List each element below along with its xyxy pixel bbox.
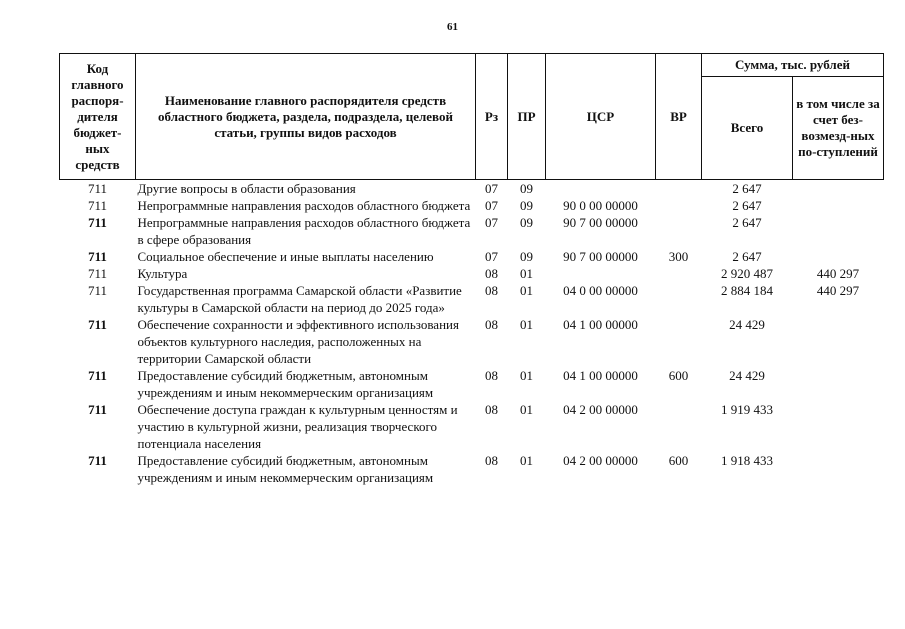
cell-total: 1 919 433 (721, 402, 773, 417)
cell-pr: 09 (520, 181, 533, 196)
cell-vr: 300 (668, 249, 689, 264)
cell-total: 2 647 (732, 198, 762, 213)
cell-vr (656, 180, 702, 198)
cell-incl (793, 452, 884, 486)
cell-total: 2 647 (732, 249, 762, 264)
cell-incl: 440 297 (816, 266, 860, 281)
cell-vr (656, 316, 702, 367)
cell-csr (546, 180, 656, 198)
cell-pr: 09 (520, 198, 533, 213)
cell-name: Предоставление субсидий бюджетным, автономным учреждениям и иным некоммерческим организациям (137, 453, 434, 485)
cell-rz: 08 (485, 368, 498, 383)
cell-rz: 08 (485, 317, 498, 332)
cell-total: 1 918 433 (721, 453, 773, 468)
header-code: Код главного распоря-дителя бюджет-ных средств (60, 54, 136, 180)
cell-pr: 01 (520, 402, 533, 417)
header-csr: ЦСР (546, 54, 656, 180)
cell-pr: 09 (520, 215, 533, 230)
cell-incl (793, 214, 884, 248)
cell-incl (793, 197, 884, 214)
cell-csr (546, 265, 656, 282)
cell-rz: 07 (485, 181, 498, 196)
header-rz: Рз (476, 54, 508, 180)
cell-rz: 08 (485, 453, 498, 468)
cell-name: Обеспечение доступа граждан к культурным ценностям и участию в культурной жизни, реализация творческого потенциала населения (137, 402, 458, 451)
cell-pr: 01 (520, 317, 533, 332)
cell-csr: 04 1 00 00000 (563, 368, 638, 383)
header-sum: Сумма, тыс. рублей (702, 54, 884, 77)
cell-total: 2 920 487 (721, 266, 773, 281)
cell-incl: 440 297 (816, 283, 860, 298)
cell-vr (656, 265, 702, 282)
cell-incl (793, 401, 884, 452)
cell-code: 711 (87, 283, 108, 298)
budget-table (59, 53, 884, 486)
cell-rz: 07 (485, 215, 498, 230)
table-row (60, 316, 884, 367)
cell-name: Государственная программа Самарской области «Развитие культуры в Самарской области на период до 2025 года» (137, 283, 462, 315)
table-row (60, 214, 884, 248)
cell-incl (793, 367, 884, 401)
cell-rz: 08 (485, 266, 498, 281)
cell-csr: 04 1 00 00000 (563, 317, 638, 332)
table-row (60, 248, 884, 265)
cell-csr: 90 7 00 00000 (563, 249, 638, 264)
cell-vr (656, 214, 702, 248)
table-row (60, 401, 884, 452)
cell-pr: 09 (520, 249, 533, 264)
cell-pr: 01 (520, 283, 533, 298)
cell-total: 24 429 (729, 368, 765, 383)
cell-rz: 07 (485, 249, 498, 264)
cell-name: Предоставление субсидий бюджетным, автономным учреждениям и иным некоммерческим организациям (137, 368, 434, 400)
cell-incl (793, 248, 884, 265)
header-total: Всего (702, 77, 793, 180)
cell-rz: 08 (485, 402, 498, 417)
cell-total: 2 884 184 (721, 283, 773, 298)
cell-name: Обеспечение сохранности и эффективного использования объектов культурного наследия, расположенных на территории Самарской области (137, 317, 459, 366)
cell-code: 711 (87, 198, 108, 213)
cell-vr (656, 197, 702, 214)
header-incl: в том числе за счет без-возмезд-ных по-ступлений (793, 77, 884, 180)
header-vr: ВР (656, 54, 702, 180)
page-number: 61 (447, 21, 458, 33)
cell-code: 711 (88, 215, 107, 230)
cell-name: Непрограммные направления расходов областного бюджета (137, 198, 471, 213)
cell-pr: 01 (520, 266, 533, 281)
cell-vr (656, 282, 702, 316)
cell-total: 2 647 (732, 181, 762, 196)
table-header (60, 54, 884, 180)
cell-total: 24 429 (729, 317, 765, 332)
cell-vr: 600 (668, 368, 689, 383)
table-row (60, 180, 884, 198)
cell-code: 711 (88, 368, 107, 383)
cell-csr: 04 2 00 00000 (563, 453, 638, 468)
cell-total: 2 647 (732, 215, 762, 230)
table-row (60, 197, 884, 214)
table-row (60, 282, 884, 316)
cell-incl (793, 316, 884, 367)
header-pr: ПР (508, 54, 546, 180)
cell-incl (793, 180, 884, 198)
cell-name: Непрограммные направления расходов областного бюджета в сфере образования (137, 215, 471, 247)
table-body (60, 180, 884, 487)
cell-vr: 600 (668, 453, 689, 468)
header-name: Наименование главного распорядителя средств областного бюджета, раздела, подраздела, целевой статьи, группы видов расходов (136, 54, 476, 180)
cell-rz: 07 (485, 198, 498, 213)
cell-csr: 90 7 00 00000 (563, 215, 638, 230)
cell-name: Социальное обеспечение и иные выплаты населению (137, 249, 434, 264)
cell-csr: 04 2 00 00000 (563, 402, 638, 417)
cell-code: 711 (88, 402, 107, 417)
cell-code: 711 (87, 266, 108, 281)
cell-name: Культура (137, 266, 188, 281)
table-row (60, 452, 884, 486)
cell-code: 711 (87, 181, 108, 196)
table-row (60, 367, 884, 401)
cell-code: 711 (88, 249, 107, 264)
cell-rz: 08 (485, 283, 498, 298)
cell-vr (656, 401, 702, 452)
cell-name: Другие вопросы в области образования (137, 181, 356, 196)
cell-code: 711 (88, 453, 107, 468)
cell-code: 711 (88, 317, 107, 332)
cell-pr: 01 (520, 453, 533, 468)
cell-pr: 01 (520, 368, 533, 383)
cell-csr: 04 0 00 00000 (563, 283, 638, 298)
table-row (60, 265, 884, 282)
cell-csr: 90 0 00 00000 (563, 198, 638, 213)
